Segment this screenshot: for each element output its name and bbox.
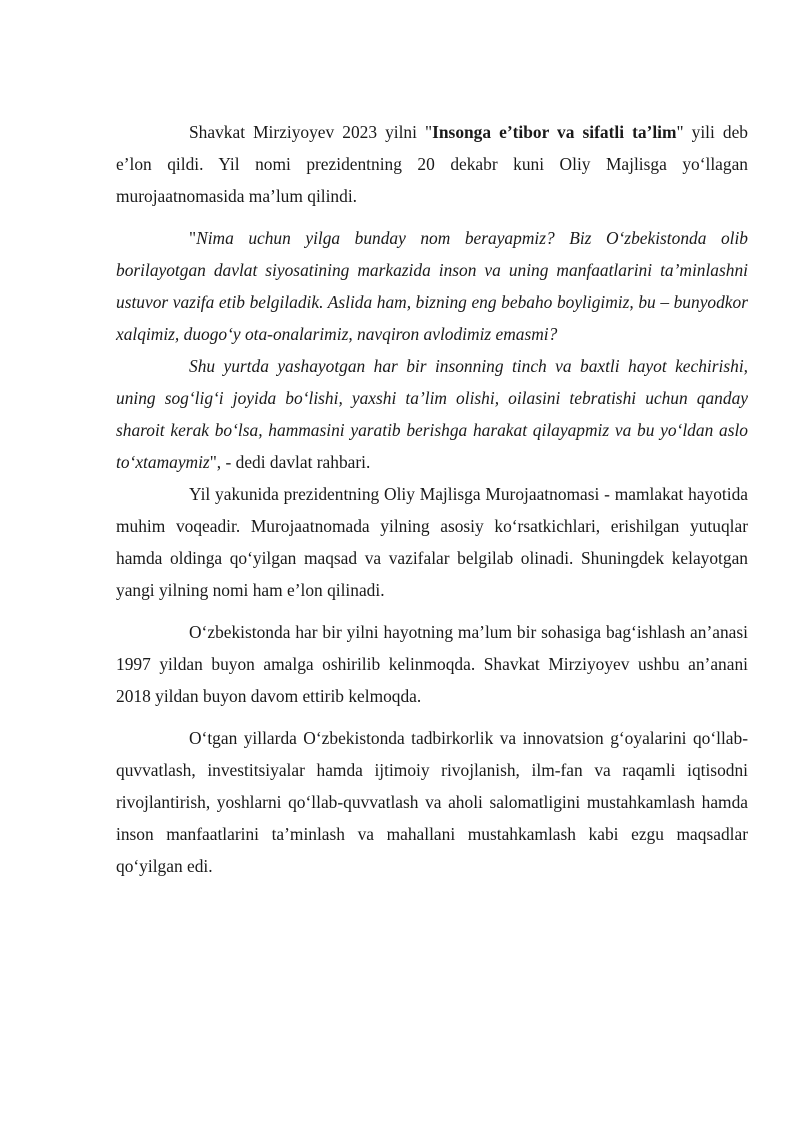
paragraph-past-years: O‘tgan yillarda O‘zbekistonda tadbirkorlik va innovatsion g‘oyalarini qo‘llab-quvvatlash, investitsiyalar hamda ijtimoiy rivojlanish, ilm-fan va raqamli iqtisodni rivojlantirish, yoshlarni qo‘llab-quvvatlash va aholi salomatligini mustahkamlash hamda inson manfaatlarini ta’minlash va mahallani mustahkamlash kabi ezgu maqsadlar qo‘yilgan edi. <box>116 728 748 876</box>
quote-mark: " <box>189 228 197 248</box>
quote-attribution: ", - dedi davlat rahbari. <box>209 452 371 472</box>
document-body <box>116 116 748 882</box>
quote-italic-text: Shu yurtda yashayotgan har bir insonning tinch va baxtli hayot kechirishi, uning sog‘lig‘i joyida bo‘lishi, yaxshi ta’lim olishi, oilasini tebratishi uchun qanday sharoit kerak bo‘lsa, hammasini yaratib berishga harakat qilayapmiz va bu yo‘ldan aslo to‘xtamaymiz <box>116 356 748 472</box>
paragraph-tradition: O‘zbekistonda har bir yilni hayotning ma’lum bir sohasiga bag‘ishlash an’anasi 1997 yildan buyon amalga oshirilib kelinmoqda. Shavkat Mirziyoyev ushbu an’anani 2018 yildan buyon davom ettirib kelmoqda. <box>116 622 748 706</box>
year-name-bold: Insonga e’tibor va sifatli ta’lim <box>432 122 677 142</box>
paragraph-quote-2 <box>116 350 748 478</box>
paragraph-address-summary: Yil yakunida prezidentning Oliy Majlisga Murojaatnomasi - mamlakat hayotida muhim voqeadir. Murojaatnomada yilning asosiy ko‘rsatkichlari, erishilgan yutuqlar hamda oldinga qo‘yilgan maqsad va vazifalar belgilab olinadi. Shuningdek kelayotgan yangi yilning nomi ham e’lon qilinadi. <box>116 484 748 600</box>
paragraph-text: Shavkat Mirziyoyev 2023 yilni " <box>189 122 433 142</box>
paragraph-text: " yili deb e’lon qildi. Yil nomi prezidentning 20 dekabr kuni Oliy Majlisga yo‘llagan murojaatnomasida ma’lum qilindi. <box>116 122 748 206</box>
quote-italic-text: Nima uchun yilga bunday nom berayapmiz? Biz O‘zbekistonda olib borilayotgan davlat siyosatining markazida inson va uning manfaatlarini ta’minlashni ustuvor vazifa etib belgiladik. Aslida ham, bizning eng bebaho boyligimiz, bu – bunyodkor xalqimiz, duogo‘y ota-onalarimiz, navqiron avlodimiz emasmi? <box>116 228 748 344</box>
paragraph-year-announcement <box>116 116 748 212</box>
paragraph-quote-1 <box>116 222 748 350</box>
